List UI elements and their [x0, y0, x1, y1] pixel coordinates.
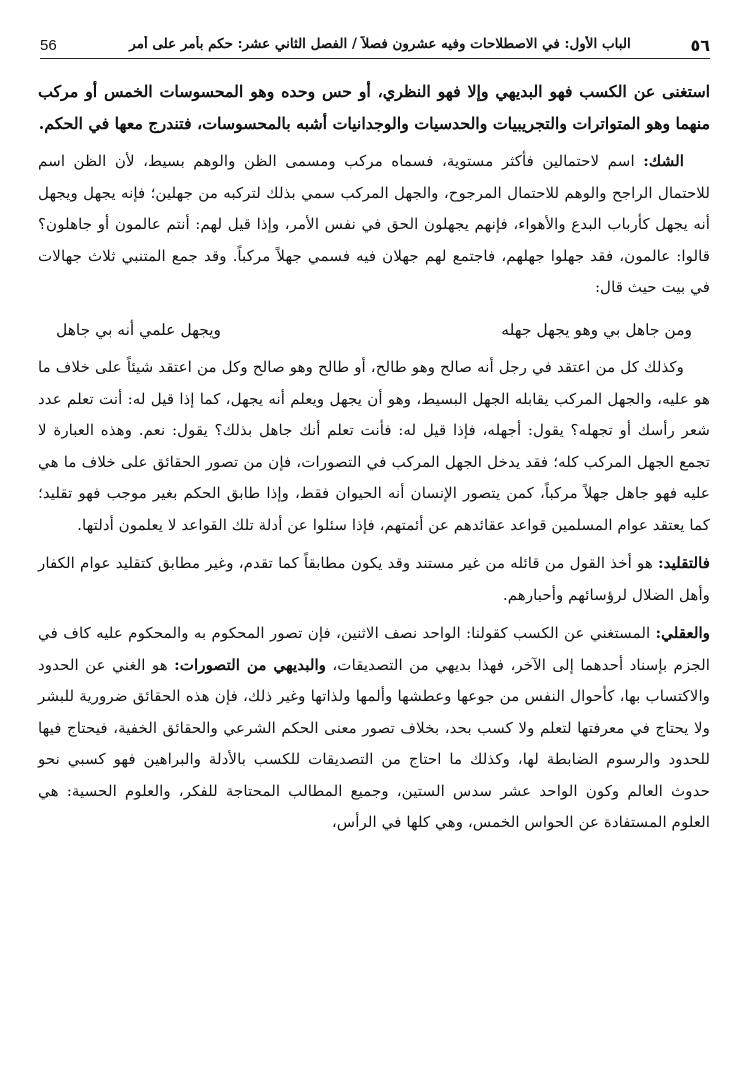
paragraph-text: المستغني عن الكسب كقولنا: الواحد نصف الاثنين، فإن تصور المحكوم به والمحكوم عليه كاف في الجزم بإسناد أحدهما إلى الآخر، فهذا بديهي من التصديقات،	[38, 624, 710, 674]
term-heading: والعقلي:	[655, 624, 711, 642]
paragraph-rational	[38, 618, 710, 839]
page-body	[38, 76, 710, 846]
term-heading: الشك:	[643, 152, 684, 170]
paragraph-text: اسم لاحتمالين فأكثر مستوية، فسماه مركب ومسمى الظن والوهم بسيط، لأن الظن اسم للاحتمال الراجح والوهم للاحتمال المرجوح، والجهل المركب سمي بذلك لتركبه من جهلين؛ فإنه يجهل ويجهل أنه يجهل كأرباب البدع والأهواء، فإنهم يجهلون الحق في نفس الأمر، وإذا قيل لهم: أنتم عالمون أو جاهلون؟ قالوا: عالمون، فقد جهلوا جهلهم، فاجتمع لهم جهلان فيه فسمي جهلاً مركباً. وقد جمع المتنبي ثلاث جهالات في بيت حيث قال:	[38, 152, 710, 296]
verse-hemistich-first: ومن جاهل بي وهو يجهل جهله	[501, 320, 692, 339]
verse-hemistich-second: ويجهل علمي أنه بي جاهل	[56, 320, 222, 339]
term-heading: والبديهي من التصورات:	[174, 655, 327, 674]
paragraph-text: وكذلك كل من اعتقد في رجل أنه صالح وهو طالح، أو طالح وهو صالح وكل من اعتقد شيئاً على خلاف ما هو عليه، والجهل المركب يقابله الجهل البسيط، وهو أن يجهل ويعلم أنه يجهل، كما إذا قيل له: أنت تعلم عدد شعر رأسك أو تجهله؟ يقول: أجهله، فإذا قيل له: فأنت تعلم أنك جاهل بذلك؟ يقول: نعم. وهذه العبارة لا تجمع الجهل المركب كله؛ فقد يدخل الجهل المركب في التصورات، فإن من تصور الحقائق على خلاف ما هي عليه فهو جاهل جهلاً مركباً، كمن يتصور الإنسان أنه الحيوان فقط، وإذا طابق الحكم بغير موجب فهو تقليد؛ كما يعتقد عوام المسلمين قواعد عقائدهم عن أئمتهم، فإذا سئلوا عن أدلة تلك القواعد لا يعلمون أدلتها.	[38, 358, 710, 534]
paragraph-text: استغنى عن الكسب فهو البديهي وإلا فهو النظري، أو حس وحده وهو المحسوسات الخمس أو مركب منهما وهو المتواترات والتجريبيات والحدسيات والوجدانيات أشبه بالمحسوسات، فتندرج معها في الحكم.	[38, 82, 710, 133]
page-number-arabic: ٥٦	[690, 36, 710, 55]
term-heading: فالتقليد:	[658, 554, 710, 572]
paragraph-imitation	[38, 548, 710, 611]
paragraph-opening	[38, 76, 710, 139]
paragraph-text: هو الغني عن الحدود والاكتساب بها، كأحوال النفس من جوعها وعطشها وألمها ولذاتها وغير ذلك، فإن هذه الحقائق ضرورية للبشر ولا يحتاج في معرفتها لتعلم ولا كسب بحد، بخلاف تصور معنى الحكم الشرعي والحقائق الخفية، فيحتاج فيها للحدود والرسوم الضابطة لها، وكذلك ما احتاج من التصديقات للكسب بالأدلة والبراهين فهو كسبي نحو حدوث العالم وكون الواحد عشر سدس الستين، وجميع المطالب المحتاجة للفكر، والعلوم الحسية: هي العلوم المستفادة عن الحواس الخمس، وهي كلها في الرأس،	[38, 655, 710, 831]
poetry-verse	[38, 311, 710, 353]
page-number-latin: 56	[40, 37, 57, 54]
running-header	[40, 30, 710, 59]
running-title: الباب الأول: في الاصطلاحات وفيه عشرون فصلاً / الفصل الثاني عشر: حكم بأمر على أمر	[129, 36, 631, 52]
paragraph-text: هو أخذ القول من قائله من غير مستند وقد يكون مطابقاً كما تقدم، وغير مطابق كتقليد عوام الكفار وأهل الضلال لرؤسائهم وأحبارهم.	[38, 554, 710, 604]
paragraph-compound-ignorance	[38, 352, 710, 541]
paragraph-doubt	[38, 146, 710, 304]
